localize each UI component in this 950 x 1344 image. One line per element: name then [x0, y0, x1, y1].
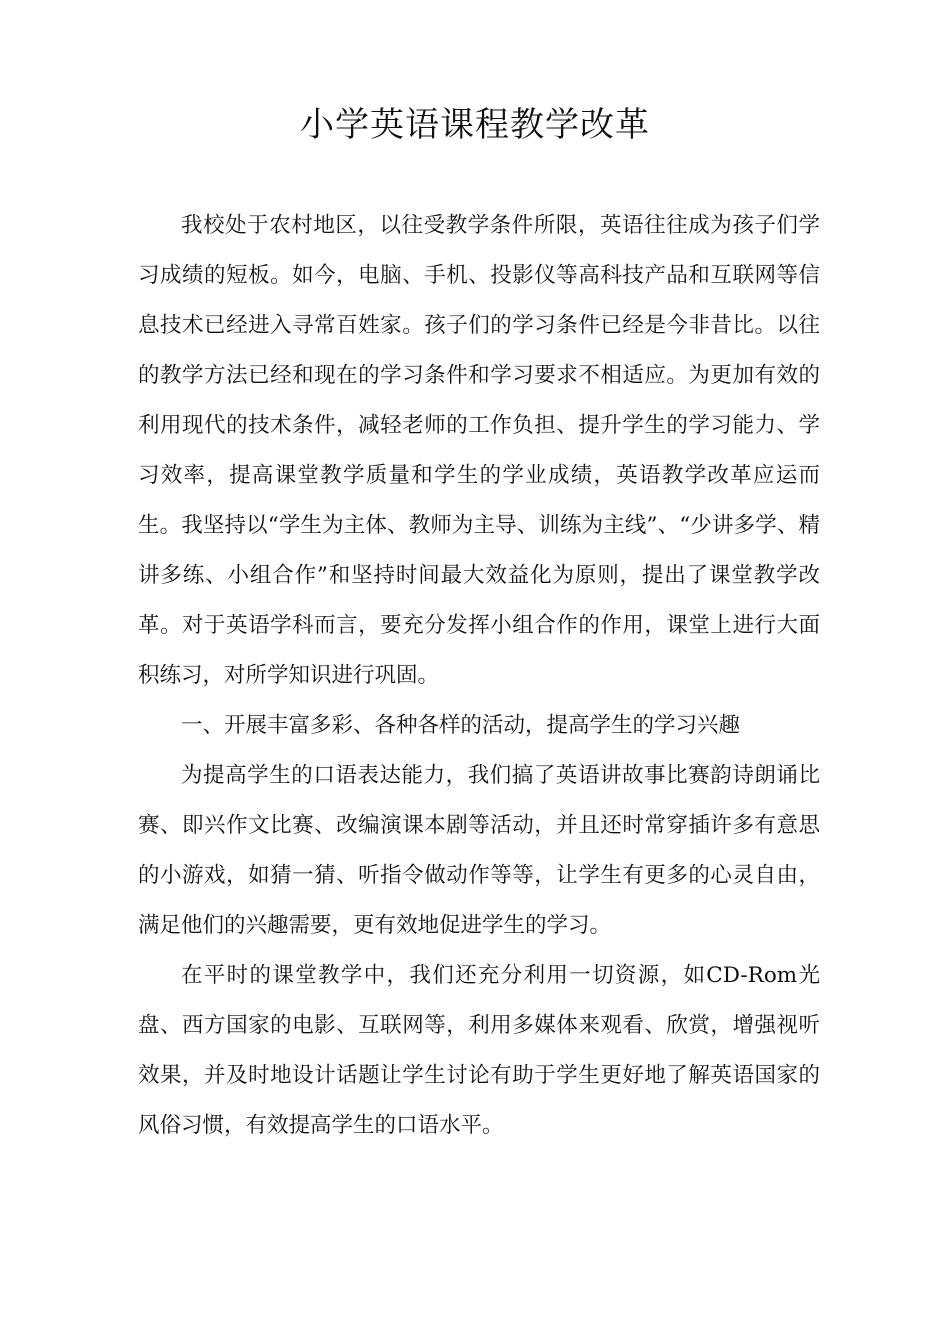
paragraph-resources: 在平时的课堂教学中，我们还充分利用一切资源，如CD-Rom光盘、西方国家的电影、互联网等，利用多媒体来观看、欣赏，增强视听效果，并及时地设计话题让学生讨论有助于学生更好地了解英语国家的风俗习惯，有效提高学生的口语水平。 [138, 963, 820, 1138]
document-body [138, 201, 820, 1151]
paragraph-intro: 我校处于农村地区，以往受教学条件所限，英语往往成为孩子们学习成绩的短板。如今，电脑、手机、投影仪等高科技产品和互联网等信息技术已经进入寻常百姓家。孩子们的学习条件已经是今非昔比。以往的教学方法已经和现在的学习条件和学习要求不相适应。为更加有效的利用现代的技术条件，减轻老师的工作负担、提升学生的学习能力、学习效率，提高课堂教学质量和学生的学业成绩，英语教学改革应运而生。我坚持以“学生为主体、教师为主导、训练为主线”、“少讲多学、精讲多练、小组合作”和坚持时间最大效益化为原则，提出了课堂教学改革。对于英语学科而言，要充分发挥小组合作的作用，课堂上进行大面积练习，对所学知识进行巩固。 [138, 213, 820, 688]
section-heading-1: 一、开展丰富多彩、各种各样的活动，提高学生的学习兴趣 [181, 713, 741, 738]
paragraph-activities: 为提高学生的口语表达能力，我们搞了英语讲故事比赛韵诗朗诵比赛、即兴作文比赛、改编演课本剧等活动，并且还时常穿插许多有意思的小游戏，如猜一猜、听指令做动作等等，让学生有更多的心灵自由，满足他们的兴趣需要，更有效地促进学生的学习。 [138, 763, 820, 938]
document-title: 小学英语课程教学改革 [300, 105, 650, 145]
